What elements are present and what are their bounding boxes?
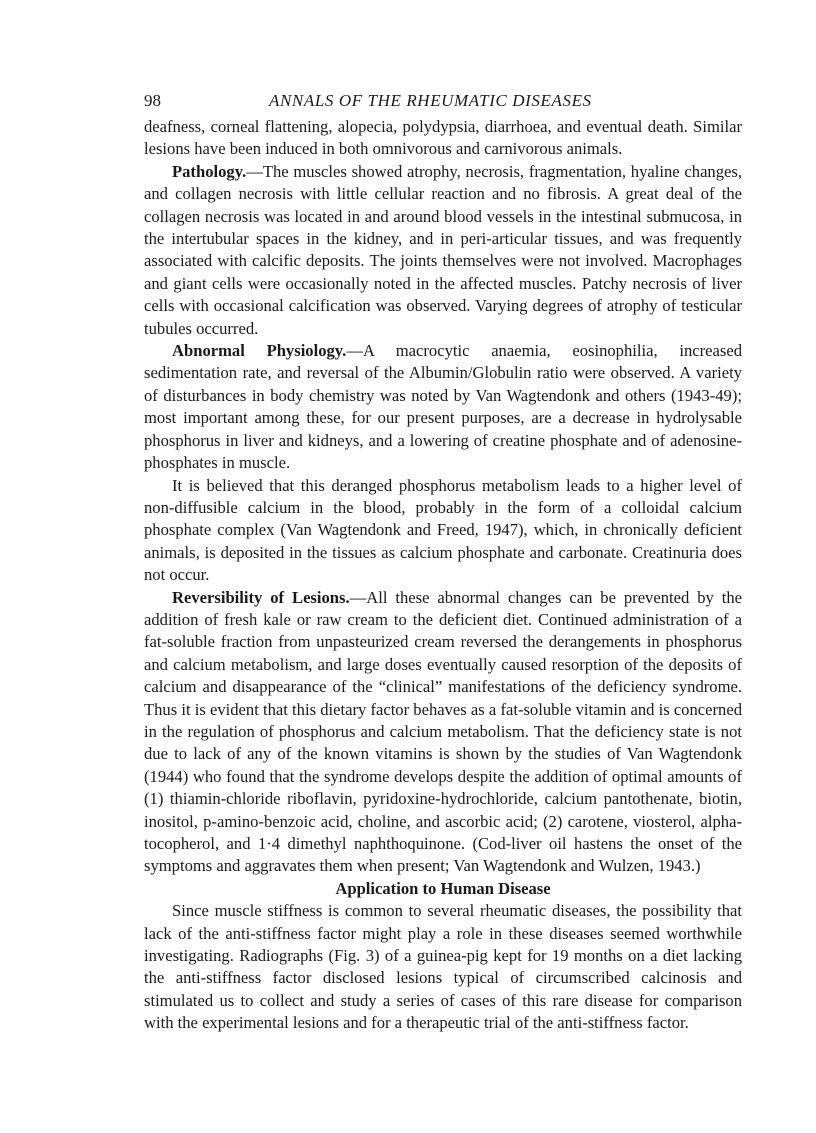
paragraph-text: deafness, corneal flattening, alopecia, polydypsia, diarrhoea, and eventual death. Similar lesions have been induced in both omnivorous and carnivorous animals.: [144, 117, 742, 159]
paragraph-heading: Pathology.: [172, 161, 247, 181]
paragraph-text: —All these abnormal changes can be prevented by the addition of fresh kale or raw cream to the deficient diet. Continued administration of a fat-soluble fraction from unpasteurized cream reversed the derangements in phosphorus and calcium metabolism, and large doses eventually caused resorption of the deposits of calcium and disappearance of the “clinical” manifestations of the deficiency syndrome. Thus it is evident that this dietary factor behaves as a fat-soluble vitamin and is concerned in the regulation of phosphorus and calcium metabolism. That the deficiency state is not due to lack of any of the known vitamins is shown by the studies of Van Wagtendonk (1944) who found that the syndrome develops despite the addition of optimal amounts of (1) thiamin-chloride riboflavin, pyridoxine-hydrochloride, calcium pantothenate, biotin, inositol, p-amino-benzoic acid, choline, and ascorbic acid; (2) carotene, viosterol, alpha-tocopherol, and 1·4 dimethyl naphthoquinone. (Cod-liver oil hastens the onset of the symptoms and aggravates them when present; Van Wagtendonk and Wulzen, 1943.): [144, 587, 743, 876]
paragraph-text: —The muscles showed atrophy, necrosis, fragmentation, hyaline changes, and collagen necrosis with little cellular reaction and no fibrosis. A great deal of the collagen necrosis was located in and around blood vessels in the intestinal submucosa, in the intertubular spaces in the kidney, and in peri-articular tissues, and was frequently associated with calcific deposits. The joints themselves were not involved. Macrophages and giant cells were occasionally noted in the affected muscles. Patchy necrosis of liver cells with occasional calcification was observed. Varying degrees of atrophy of testicular tubules occurred.: [144, 161, 742, 338]
paragraph-abnormal-physiology: [144, 340, 742, 474]
page-header: [144, 90, 742, 116]
paragraph-pathology: [144, 161, 742, 340]
paragraph-human-disease: [144, 900, 742, 1034]
running-title: ANNALS OF THE RHEUMATIC DISEASES: [269, 91, 592, 110]
paragraph-continuation: [144, 116, 742, 161]
journal-page: [144, 90, 742, 1035]
page-number: 98: [144, 91, 161, 110]
paragraph-text: Since muscle stiffness is common to several rheumatic diseases, the possibility that lack of the anti-stiffness factor might play a role in these diseases seemed worthwhile investigating. Radiographs (Fig. 3) of a guinea-pig kept for 19 months on a diet lacking the anti-stiffness factor disclosed lesions typical of circumscribed calcinosis and stimulated us to collect and study a series of cases of this rare disease for comparison with the experimental lesions and for a therapeutic trial of the anti-stiffness factor.: [144, 901, 742, 1033]
paragraph-heading: Abnormal Physiology.: [172, 341, 347, 361]
paragraph-text: —A macrocytic anaemia, eosinophilia, increased sedimentation rate, and reversal of the Albumin/Globulin ratio were observed. A variety of disturbances in body chemistry was noted by Van Wagtendonk and others (1943-49); most important among these, for our present purposes, are a decrease in hydrolysable phosphorus in liver and kidneys, and a lowering of creatine phosphate and of adenosine-phosphates in muscle.: [144, 341, 743, 473]
paragraph-text: It is believed that this deranged phosphorus metabolism leads to a higher level of non-diffusible calcium in the blood, probably in the form of a colloidal calcium phosphate complex (Van Wagtendonk and Freed, 1947), which, in chronically deficient animals, is deposited in the tissues as calcium phosphate and carbonate. Creatinuria does not occur.: [144, 475, 742, 585]
section-heading: Application to Human Disease: [335, 878, 551, 898]
paragraph-heading: Reversibility of Lesions.: [172, 587, 350, 607]
paragraph-reversibility: [144, 587, 742, 878]
paragraph-phosphorus-metabolism: [144, 475, 742, 587]
